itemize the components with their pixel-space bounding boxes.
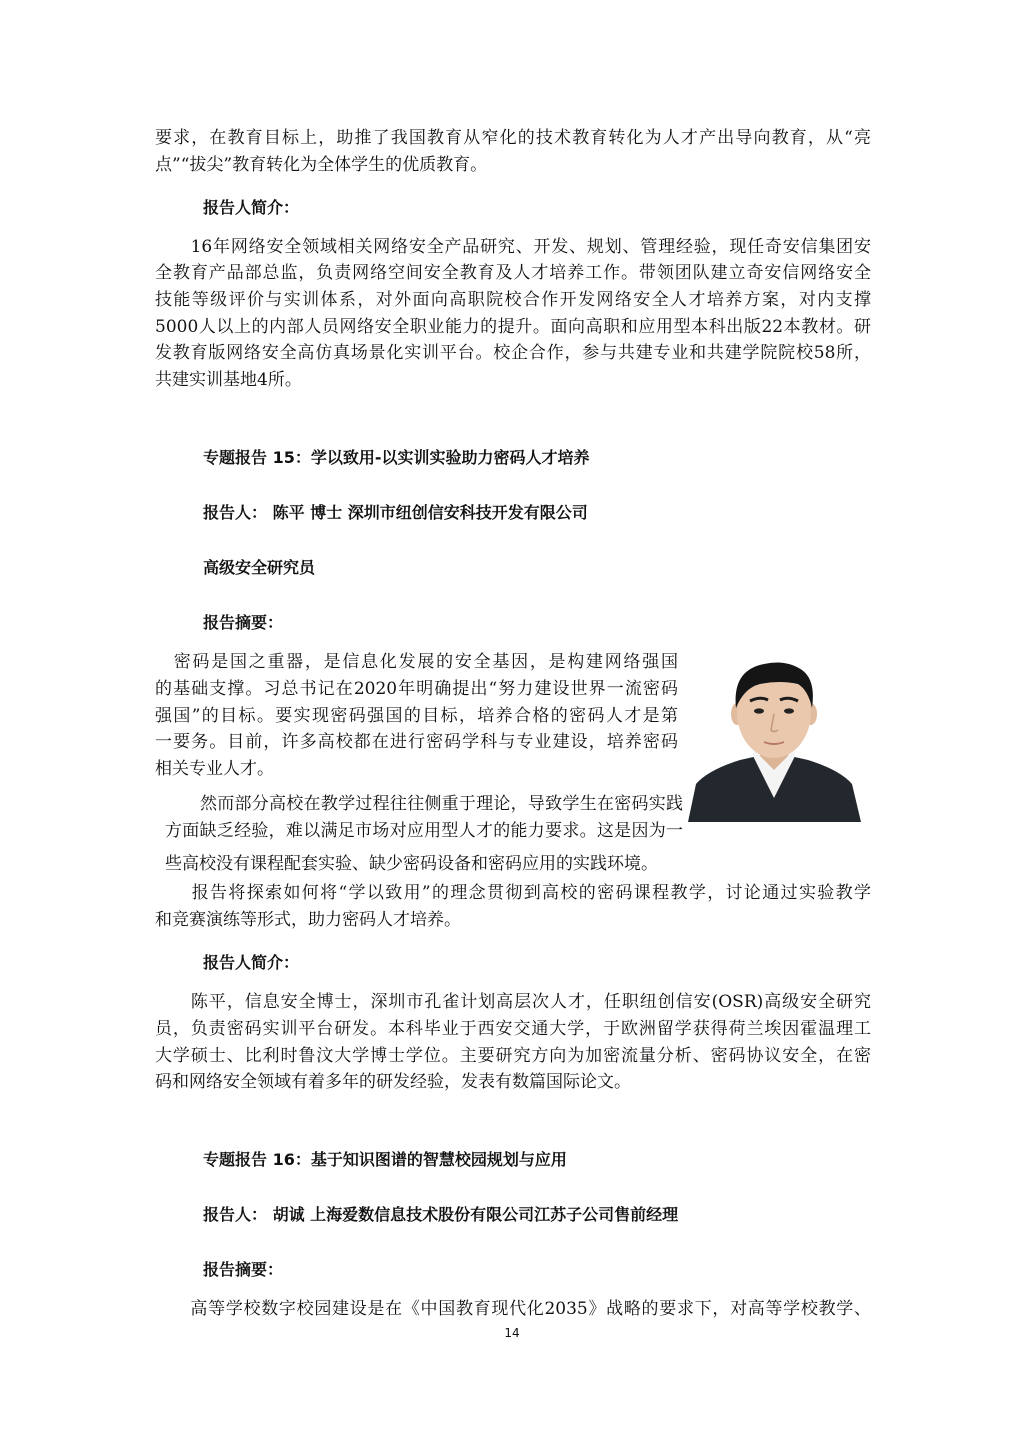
report16-speaker: 报告人： 胡诚 上海爱数信息技术股份有限公司江苏子公司售前经理 [203, 1205, 679, 1224]
report15-bio-line-2: 员，负责密码实训平台研发。本科毕业于西安交通大学，于欧洲留学获得荷兰埃因霍温理工 [155, 1019, 871, 1039]
bio1-heading: 报告人简介： [203, 198, 300, 217]
intro-line-1: 要求，在教育目标上，助推了我国教育从窄化的技术教育转化为人才产出导向教育，从“亮 [155, 128, 871, 148]
report15-abstract-line-5: 相关专业人才。 [155, 759, 274, 779]
report15-abstract-line-10: 和竞赛演练等形式，助力密码人才培养。 [155, 910, 461, 930]
report15-bio-heading: 报告人简介： [203, 953, 300, 972]
report15-bio-line-4: 码和网络安全领域有着多年的研发经验，发表有数篇国际论文。 [155, 1072, 631, 1092]
bio1-line-3: 技能等级评价与实训体系，对外面向高职院校合作开发网络安全人才培养方案，对内支撑 [155, 290, 871, 310]
report15-abstract-heading: 报告摘要： [203, 613, 284, 632]
report15-bio-line-1: 陈平，信息安全博士，深圳市孔雀计划高层次人才，任职纽创信安(OSR)高级安全研究 [155, 992, 871, 1012]
intro-line-2: 点”“拔尖”教育转化为全体学生的优质教育。 [155, 155, 488, 175]
bio1-line-6: 共建实训基地4所。 [155, 370, 302, 390]
bio1-line-2: 全教育产品部总监，负责网络空间安全教育及人才培养工作。带领团队建立奇安信网络安全 [155, 263, 871, 283]
report16-abstract-line-1: 高等学校数字校园建设是在《中国教育现代化2035》战略的要求下，对高等学校教学、 [155, 1299, 871, 1319]
report15-abstract-line-6: 然而部分高校在教学过程往往侧重于理论，导致学生在密码实践 [200, 794, 683, 814]
report15-abstract-line-1: 密码是国之重器，是信息化发展的安全基因，是构建网络强国 [155, 652, 678, 672]
report16-abstract-heading: 报告摘要： [203, 1260, 284, 1279]
report15-title: 专题报告 15：学以致用-以实训实验助力密码人才培养 [203, 448, 590, 467]
report15-speaker-title: 高级安全研究员 [203, 558, 316, 577]
report15-abstract-line-8: 些高校没有课程配套实验、缺少密码设备和密码应用的实践环境。 [165, 854, 658, 874]
report15-speaker: 报告人： 陈平 博士 深圳市纽创信安科技开发有限公司 [203, 503, 588, 522]
report15-abstract-line-3: 强国”的目标。要实现密码强国的目标，培养合格的密码人才是第 [155, 706, 678, 726]
report15-abstract-line-9: 报告将探索如何将“学以致用”的理念贯彻到高校的密码课程教学，讨论通过实验教学 [155, 883, 871, 903]
report15-abstract-line-7: 方面缺乏经验，难以满足市场对应用型人才的能力要求。这是因为一 [165, 821, 683, 841]
speaker-photo [688, 656, 861, 822]
report16-title: 专题报告 16：基于知识图谱的智慧校园规划与应用 [203, 1150, 567, 1169]
report15-bio-line-3: 大学硕士、比利时鲁汶大学博士学位。主要研究方向为加密流量分析、密码协议安全，在密 [155, 1046, 871, 1066]
bio1-line-1: 16年网络安全领域相关网络安全产品研究、开发、规划、管理经验，现任奇安信集团安 [155, 237, 871, 257]
page-number: 14 [504, 1326, 520, 1340]
report15-abstract-line-4: 一要务。目前，许多高校都在进行密码学科与专业建设，培养密码 [155, 732, 678, 752]
bio1-line-4: 5000人以上的内部人员网络安全职业能力的提升。面向高职和应用型本科出版22本教材。研 [155, 317, 871, 337]
report15-abstract-line-2: 的基础支撑。习总书记在2020年明确提出“努力建设世界一流密码 [155, 679, 678, 699]
speaker-portrait-image [688, 656, 861, 822]
bio1-line-5: 发教育版网络安全高仿真场景化实训平台。校企合作，参与共建专业和共建学院院校58所， [155, 343, 871, 363]
